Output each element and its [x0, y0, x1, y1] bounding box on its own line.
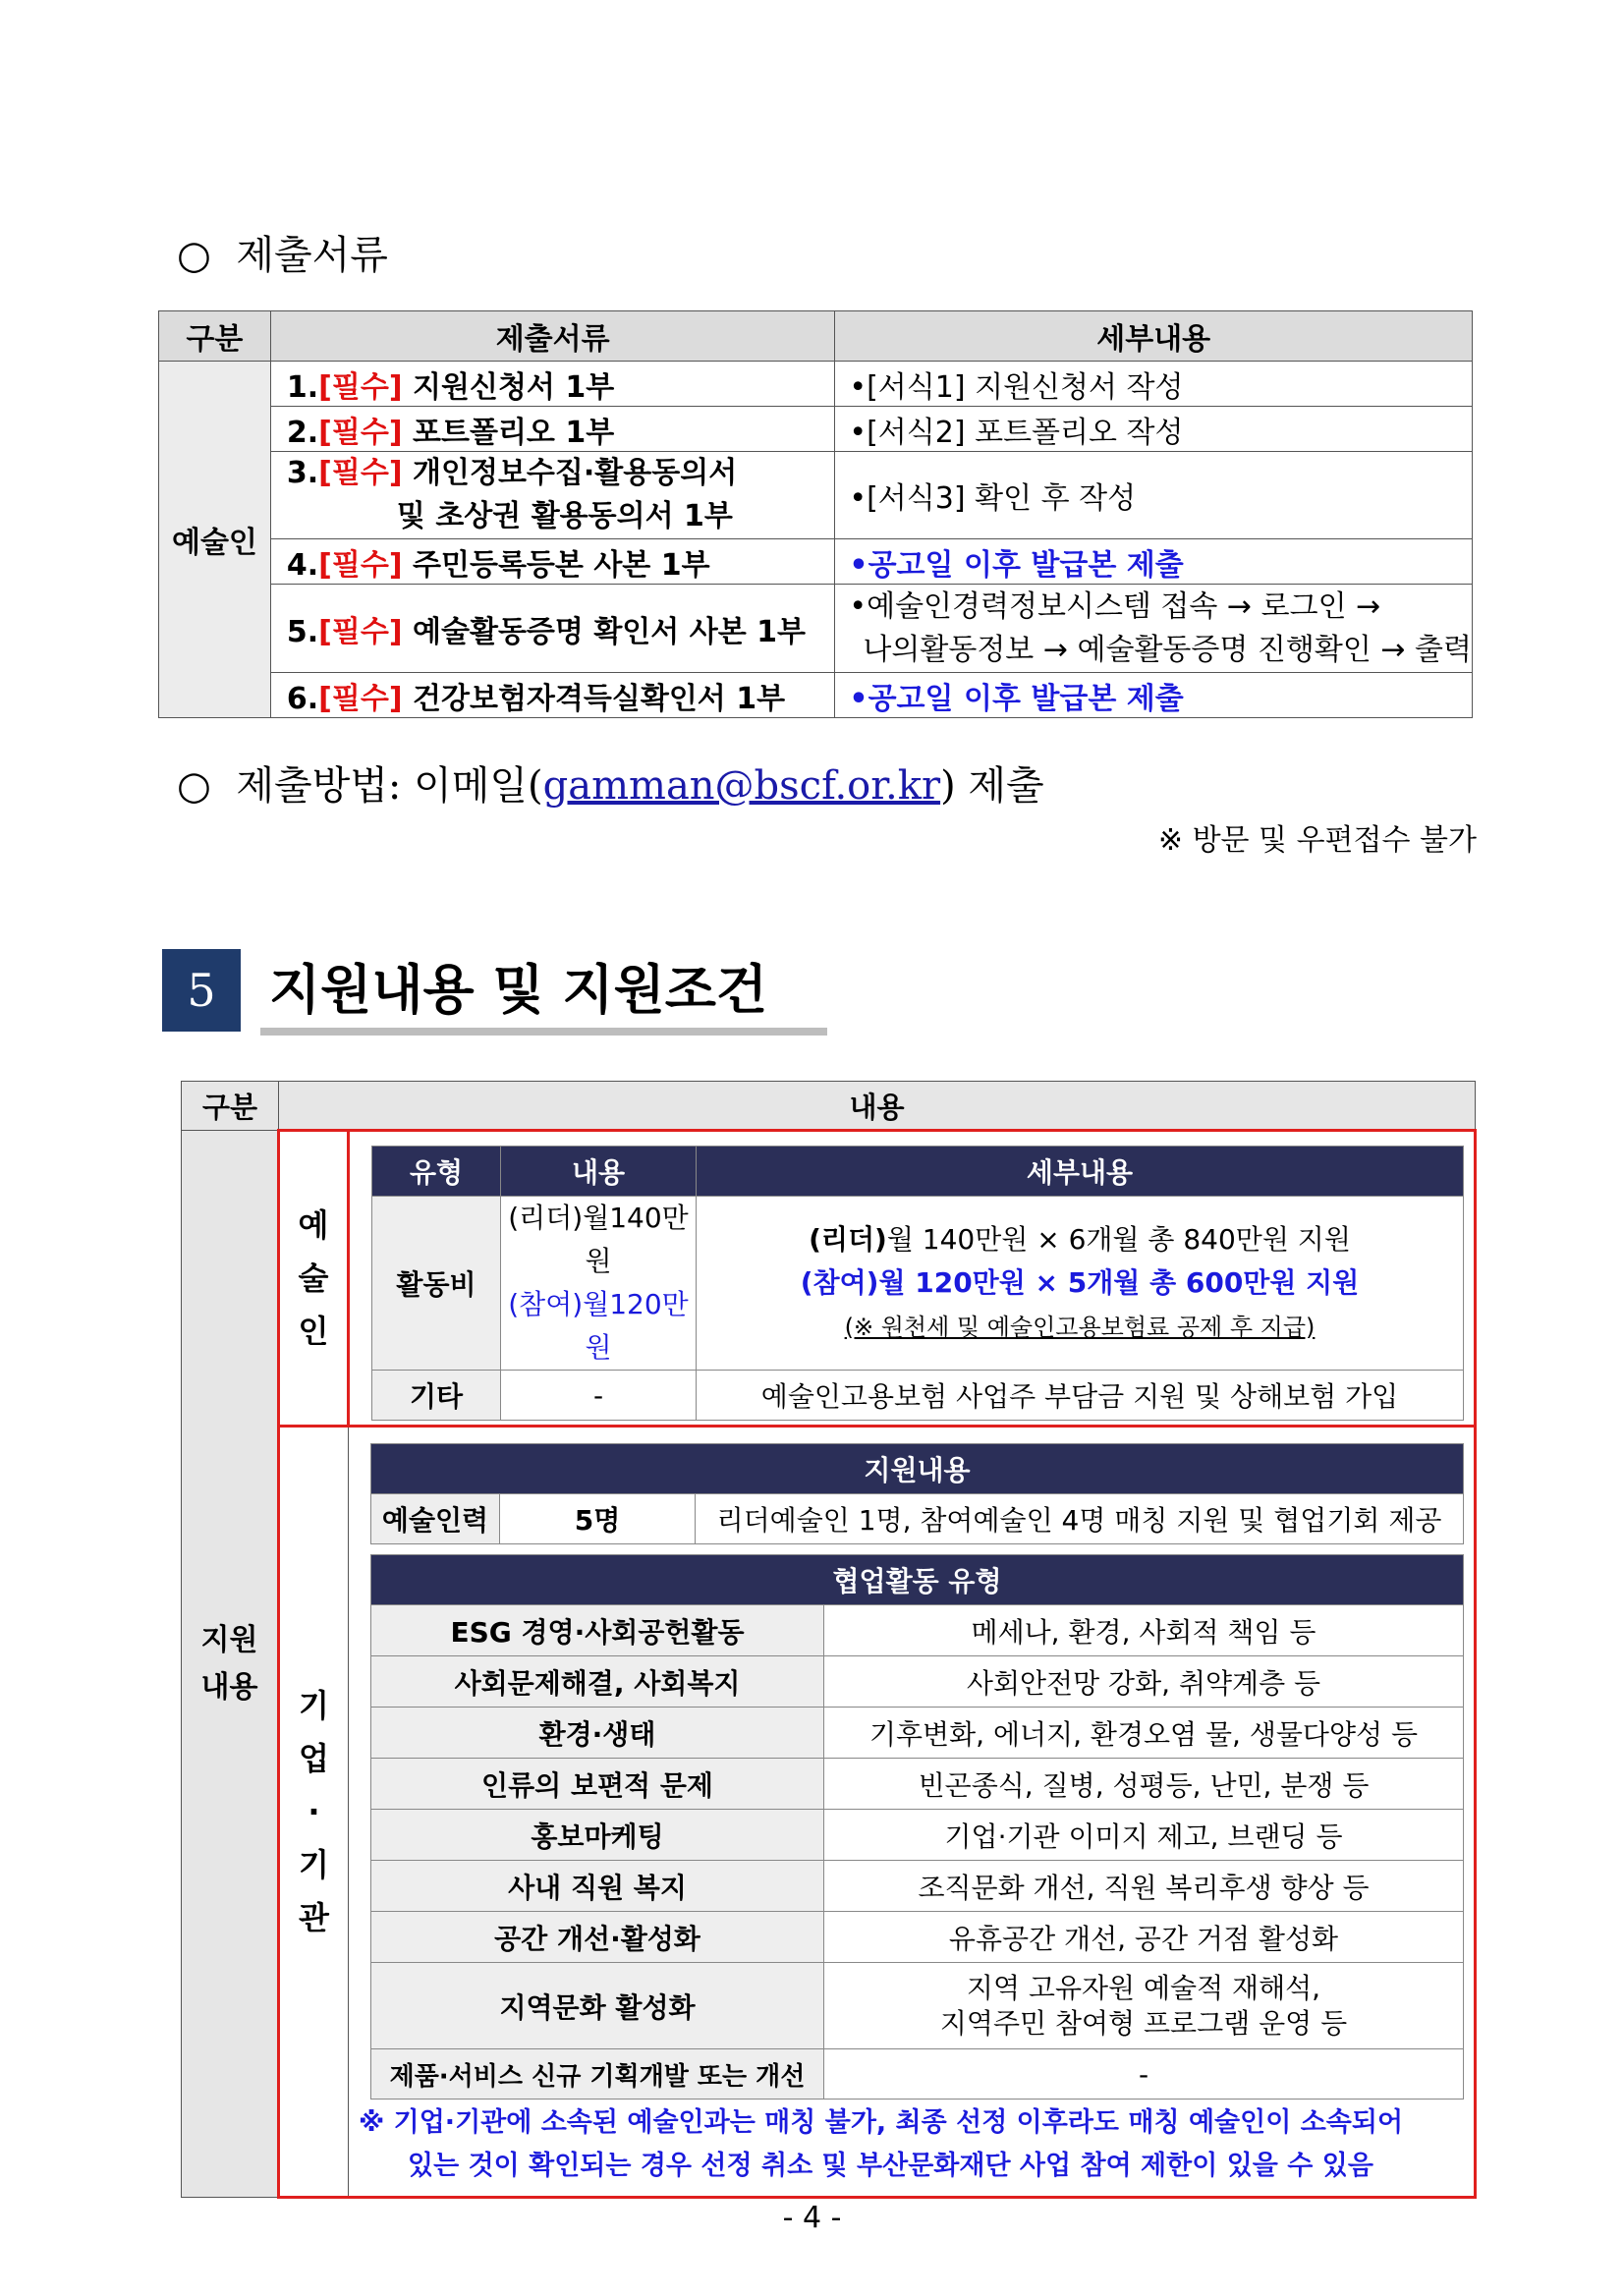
- detail-cell: 예술인고용보험 사업주 부담금 지원 및 상해보험 가입: [697, 1371, 1464, 1421]
- artist-label: 예 술 인: [279, 1131, 349, 1427]
- detail-cell: •[서식2] 포트폴리오 작성: [835, 407, 1473, 452]
- collab-type: 환경·생태: [371, 1708, 824, 1759]
- type-cell: 기타: [372, 1371, 501, 1421]
- row-label: 지원 내용: [182, 1131, 279, 2198]
- collab-table: [370, 1554, 1464, 2100]
- submission-heading: ○ 제출서류: [177, 233, 388, 278]
- corp-label: 기 업 · 기 관: [279, 1427, 349, 2198]
- collab-desc: 사회안전망 강화, 취약계층 등: [824, 1656, 1464, 1708]
- collab-desc: 지역 고유자원 예술적 재해석, 지역주민 참여형 프로그램 운영 등: [824, 1963, 1464, 2049]
- column-header: 내용: [279, 1082, 1476, 1131]
- collab-type: 사회문제해결, 사회복지: [371, 1656, 824, 1708]
- collab-type: 홍보마케팅: [371, 1810, 824, 1861]
- collab-desc: 조직문화 개선, 직원 복리후생 향상 등: [824, 1861, 1464, 1912]
- doc-cell: 6.[필수] 건강보험자격득실확인서 1부: [270, 673, 835, 718]
- corp-support-table: [370, 1443, 1464, 1544]
- category-cell: 예술인: [159, 362, 271, 718]
- doc-cell: 2.[필수] 포트폴리오 1부: [270, 407, 835, 452]
- column-header: 내용: [501, 1147, 697, 1197]
- content-cell: -: [501, 1371, 697, 1421]
- page-number: - 4 -: [782, 2201, 842, 2235]
- support-header: 지원내용: [371, 1444, 1464, 1494]
- column-header: 세부내용: [697, 1147, 1464, 1197]
- support-table: [181, 1081, 1477, 2199]
- collab-type: 인류의 보편적 문제: [371, 1759, 824, 1810]
- section-number-badge: 5: [162, 949, 241, 1032]
- collab-type: 제품·서비스 신규 기획개발 또는 개선: [371, 2049, 824, 2100]
- collab-desc: 메세나, 환경, 사회적 책임 등: [824, 1605, 1464, 1656]
- submission-method: ○ 제출방법: 이메일(gamman@bscf.or.kr) 제출: [177, 763, 1044, 809]
- circle-bullet-icon: ○: [177, 763, 237, 809]
- submission-table: [158, 310, 1473, 718]
- circle-bullet-icon: ○: [177, 233, 237, 278]
- collab-desc: 빈곤종식, 질병, 성평등, 난민, 분쟁 등: [824, 1759, 1464, 1810]
- warning-note: ※ 기업·기관에 소속된 예술인과는 매칭 불가, 최종 선정 이후라도 매칭 예술인이 소속되어 있는 것이 확인되는 경우 선정 취소 및 부산문화재단 사업 참여 제한이 있을 수 있음: [359, 2107, 1404, 2181]
- column-header: 세부내용: [835, 311, 1473, 362]
- collab-desc: 기업·기관 이미지 제고, 브랜딩 등: [824, 1810, 1464, 1861]
- collab-header: 협업활동 유형: [371, 1555, 1464, 1605]
- column-header: 제출서류: [270, 311, 835, 362]
- detail-cell: •예술인경력정보시스템 접속 → 로그인 → 나의활동정보 → 예술활동증명 진행확인 → 출력: [835, 585, 1473, 673]
- detail-cell: (리더)월 140만원 × 6개월 총 840만원 지원 (참여)월 120만원 × 5개월 총 600만원 지원 (※ 원천세 및 예술인고용보험료 공제 후 지급): [697, 1197, 1464, 1371]
- support-count: 5명: [500, 1494, 696, 1544]
- detail-cell: •공고일 이후 발급본 제출: [835, 539, 1473, 585]
- collab-desc: 기후변화, 에너지, 환경오염 물, 생물다양성 등: [824, 1708, 1464, 1759]
- support-label: 예술인력: [371, 1494, 500, 1544]
- column-header: 구분: [182, 1082, 279, 1131]
- column-header: 구분: [159, 311, 271, 362]
- doc-cell: 3.[필수] 개인정보수집·활용동의서 및 초상권 활용동의서 1부: [270, 452, 835, 539]
- corp-cell: [349, 1427, 1476, 2198]
- artist-table: [371, 1146, 1464, 1421]
- collab-type: 사내 직원 복지: [371, 1861, 824, 1912]
- type-cell: 활동비: [372, 1197, 501, 1371]
- collab-type: 공간 개선·활성화: [371, 1912, 824, 1963]
- submission-note: ※ 방문 및 우편접수 불가: [1157, 823, 1477, 858]
- collab-desc: -: [824, 2049, 1464, 2100]
- column-header: 유형: [372, 1147, 501, 1197]
- content-cell: (리더)월140만원 (참여)월120만원: [501, 1197, 697, 1371]
- support-detail: 리더예술인 1명, 참여예술인 4명 매칭 지원 및 협업기회 제공: [696, 1494, 1464, 1544]
- section-title: 지원내용 및 지원조건: [269, 959, 768, 1021]
- detail-cell: •[서식3] 확인 후 작성: [835, 452, 1473, 539]
- email-link[interactable]: gamman@bscf.or.kr: [542, 763, 941, 809]
- doc-cell: 1.[필수] 지원신청서 1부: [270, 362, 835, 407]
- collab-desc: 유휴공간 개선, 공간 거점 활성화: [824, 1912, 1464, 1963]
- detail-cell: •[서식1] 지원신청서 작성: [835, 362, 1473, 407]
- doc-cell: 4.[필수] 주민등록등본 사본 1부: [270, 539, 835, 585]
- collab-type: ESG 경영·사회공헌활동: [371, 1605, 824, 1656]
- detail-cell: •공고일 이후 발급본 제출: [835, 673, 1473, 718]
- section-underline: [260, 1028, 827, 1036]
- collab-type: 지역문화 활성화: [371, 1963, 824, 2049]
- artist-cell: [349, 1131, 1476, 1427]
- doc-cell: 5.[필수] 예술활동증명 확인서 사본 1부: [270, 585, 835, 673]
